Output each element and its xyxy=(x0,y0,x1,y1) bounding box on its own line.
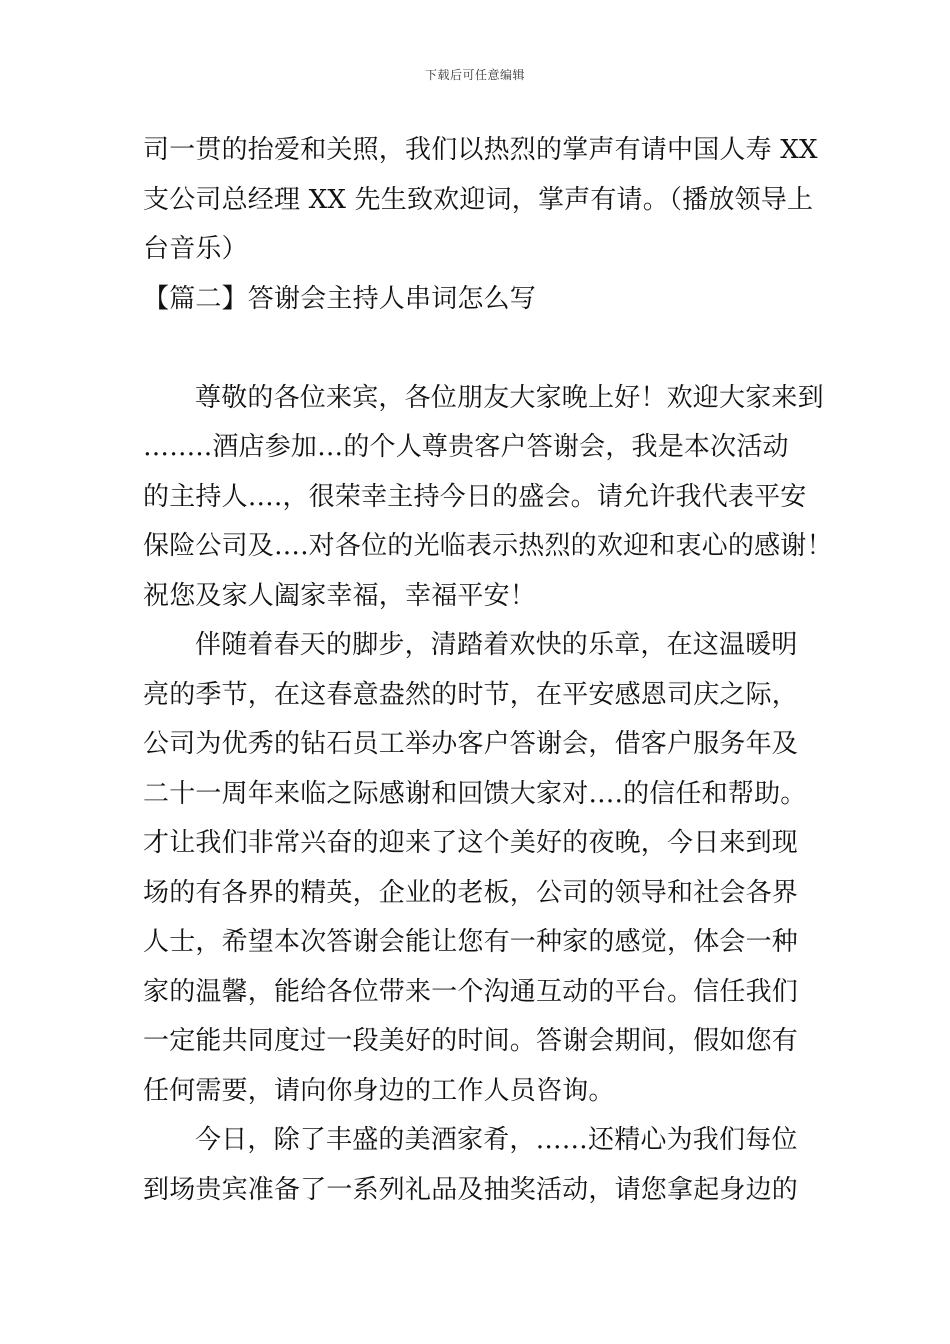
text-line: 场的有各界的精英，企业的老板，公司的领导和社会各界 xyxy=(143,877,799,908)
paragraph-continuation xyxy=(143,126,818,275)
text-line: 亮的季节，在这春意盎然的时节，在平安感恩司庆之际， xyxy=(143,679,799,710)
paragraph-greeting xyxy=(143,374,833,622)
text-line: 保险公司及….对各位的光临表示热烈的欢迎和衷心的感谢！ xyxy=(143,531,833,561)
text-line: 台音乐） xyxy=(143,234,248,264)
text-line: 支公司总经理 XX 先生致欢迎词，掌声有请。（播放领导上 xyxy=(143,184,814,215)
text-line: ……..酒店参加…的个人尊贵客户答谢会，我是本次活动 xyxy=(143,432,789,462)
text-line: 才让我们非常兴奋的迎来了这个美好的夜晚，今日来到现 xyxy=(143,828,799,858)
text-line: 任何需要，请向你身边的工作人员咨询。 xyxy=(143,1075,615,1106)
text-line: 祝您及家人阖家幸福，幸福平安！ xyxy=(143,580,537,611)
text-line: 尊敬的各位来宾，各位朋友大家晚上好！欢迎大家来到 xyxy=(195,382,824,413)
text-line: 人士，希望本次答谢会能让您有一种家的感觉，体会一种 xyxy=(143,927,799,957)
text-line: 的主持人….，很荣幸主持今日的盛会。请允许我代表平安 xyxy=(143,481,807,512)
text-line: 司一贯的抬爱和关照，我们以热烈的掌声有请中国人寿 XX xyxy=(143,135,818,165)
text-line: 一定能共同度过一段美好的时间。答谢会期间，假如您有 xyxy=(143,1026,799,1056)
document-body xyxy=(143,126,833,1215)
blank-line xyxy=(143,324,813,374)
text-line: 二十一周年来临之际感谢和回馈大家对….的信任和帮助。 xyxy=(143,778,807,809)
text-line: 伴随着春天的脚步，清踏着欢快的乐章，在这温暖明 xyxy=(195,630,798,660)
text-line: 家的温馨，能给各位带来一个沟通互动的平台。信任我们 xyxy=(143,976,799,1007)
section-heading xyxy=(143,275,813,325)
heading-text: 【篇二】答谢会主持人串词怎么写 xyxy=(143,283,537,314)
paragraph-gifts xyxy=(143,1116,813,1215)
paragraph-spring xyxy=(143,621,813,1116)
text-line: 到场贵宾准备了一系列礼品及抽奖活动，请您拿起身边的 xyxy=(143,1174,799,1205)
text-line: 今日，除了丰盛的美酒家肴，……还精心为我们每位 xyxy=(195,1125,798,1155)
page-header: 下载后可任意编辑 xyxy=(424,68,525,82)
text-line: 公司为优秀的钻石员工举办客户答谢会，借客户服务年及 xyxy=(143,729,799,759)
